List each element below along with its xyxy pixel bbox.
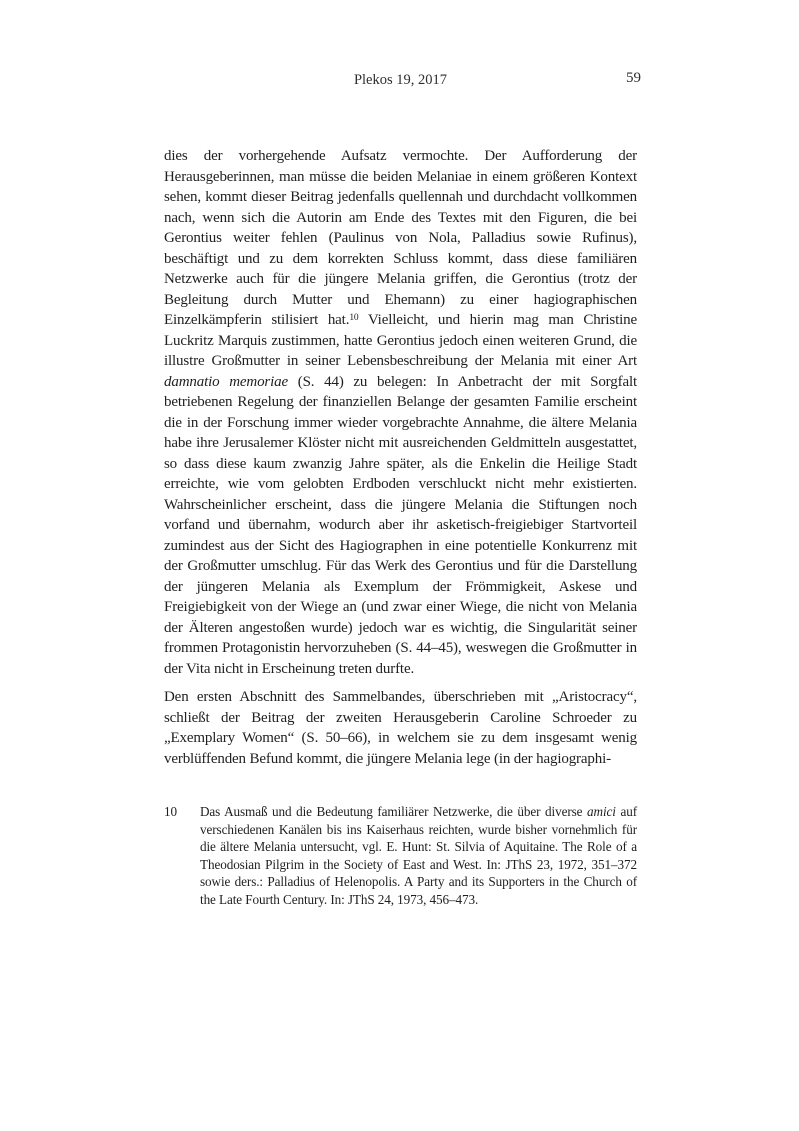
footnote — [164, 803, 637, 909]
footnote-number: 10 — [164, 804, 177, 819]
body-paragraph-2: Den ersten Abschnitt des Sammelbandes, überschrieben mit „Aristocracy“, schließt der Beitrag der zweiten Herausgeberin Caroline Schroeder zu „Exemplary Women“ (S. 50–66), in welchem sie zu dem insgesamt wenig verblüffenden Befund kommt, die jüngere Melania lege (in der hagiographi- — [164, 689, 637, 767]
page-content — [164, 146, 637, 909]
page-number: 59 — [626, 70, 641, 86]
journal-title: Plekos 19, 2017 — [353, 72, 448, 88]
footnote-text: Das Ausmaß und die Bedeutung familiärer Netzwerke, die über diverse amici auf verschiedenen Kanälen bis ins Kaiserhaus reichten, wurde bisher vornehmlich für die ältere Melania untersucht, vgl. E. Hunt: St. Silvia of Aquitaine. The Role of a Theodosian Pilgrim in the Society of East and West. In: JThS 23, 1972, 351–372 sowie ders.: Palladius of Helenopolis. A Party and its Supporters in the Church of the Late Fourth Century. In: JThS 24, 1973, 456–473. — [200, 804, 637, 907]
body-paragraph-1: dies der vorhergehende Aufsatz vermochte. Der Aufforderung der Herausgeberinnen, man müsse die beiden Melaniae in einem größeren Kontext sehen, kommt dieser Beitrag jedenfalls quellennah und durchdacht vollkommen nach, wenn sich die Autorin am Ende des Textes mit den Figuren, die bei Gerontius weiter fehlen (Paulinus von Nola, Palladius sowie Rufinus), beschäftigt und zu dem korrekten Schluss kommt, dass diese familiären Netzwerke auch für die jüngere Melania griffen, die Gerontius (trotz der Begleitung durch Mutter und Ehemann) zu einer hagiographischen Einzelkämpferin stilisiert hat.$^{10}$ Vielleicht, und hierin mag man Christine Luckritz Marquis zustimmen, hatte Gerontius jedoch einen weiteren Grund, die illustre Großmutter in seiner Lebensbeschreibung der Melania mit einer Art damnatio memoriae (S. 44) zu belegen: In Anbetracht der mit Sorgfalt betriebenen Regelung der finanziellen Belange der gesamten Familie erscheint die in der Forschung immer wieder vorgebrachte Annahme, die ältere Melania habe ihre Jerusalemer Klöster nicht mit ausreichenden Geldmitteln ausgestattet, so dass diese kaum zwanzig Jahre später, als die Enkelin die Heilige Stadt erreichte, wie vom gelobten Erdboden verschluckt nicht mehr existierten. Wahrscheinlicher erscheint, dass die jüngere Melania die Stiftungen noch vorfand und übernahm, wodurch aber ihr asketisch-freigiebiger Startvorteil zumindest aus der Sicht des Hagiographen in eine potentielle Konkurrenz mit der Großmutter umschlug. Für das Werk des Gerontius und für die Darstellung der jüngeren Melania als Exemplum der Frömmigkeit, Askese und Freigiebigkeit von der Wiege an (und zwar einer Wiege, die nicht von Melania der Älteren angestoßen wurde) jedoch war es wichtig, die Singularität seiner frommen Protagonistin hervorzuheben (S. 44–45), weswegen die Großmutter in der Vita nicht in Erscheinung treten durfte. — [164, 148, 637, 677]
